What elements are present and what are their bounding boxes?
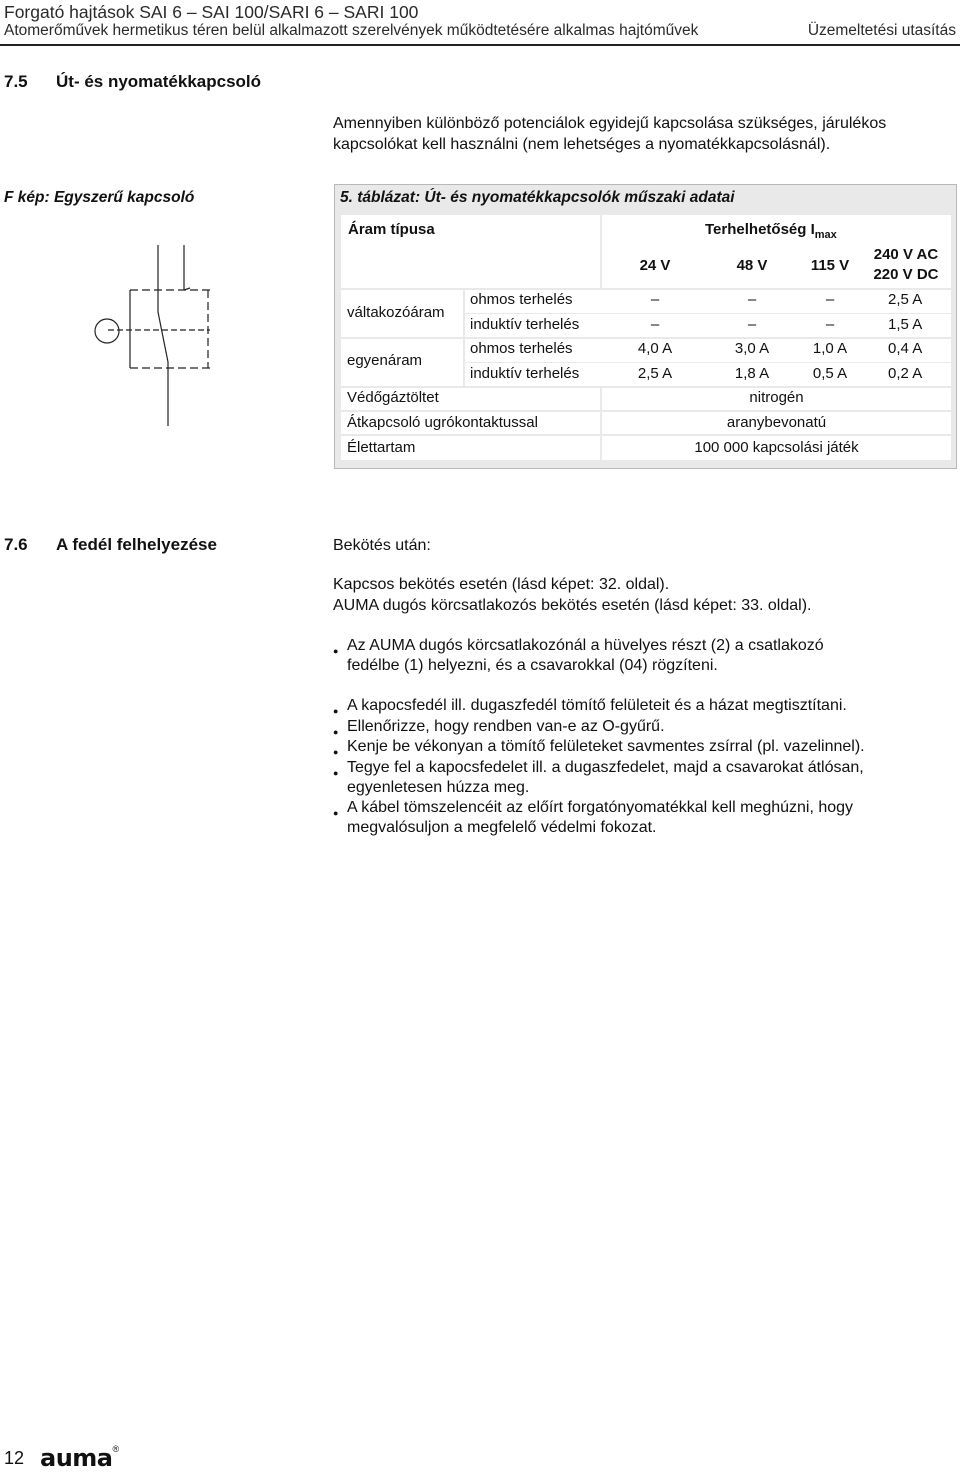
- dc-inductive-48v: 1,8 A: [734, 365, 770, 382]
- list-item-line-1: Tegye fel a kapocsfedelet ill. a dugaszfedelet, majd a csavarokat átlósan,: [347, 759, 864, 776]
- voltage-240v-ac: 240 V AC: [873, 246, 939, 263]
- ac-ohmic-240v: 2,5 A: [888, 291, 923, 308]
- ac-ohmic-115v: –: [825, 291, 835, 308]
- life-label: Élettartam: [347, 439, 416, 456]
- gas-value: nitrogén: [749, 389, 804, 406]
- ac-inductive-load: induktív terhelés: [470, 316, 580, 333]
- dc-ohmic-24v: 4,0 A: [637, 340, 673, 357]
- contact-label: Átkapcsoló ugrókontaktussal: [347, 414, 538, 431]
- section-7-6-line-1: Kapcsos bekötés esetén (lásd képet: 32. oldal).: [333, 576, 670, 593]
- header-divider: [0, 44, 960, 46]
- voltage-48v: 48 V: [736, 257, 768, 274]
- list-item: [333, 798, 943, 840]
- simple-switch-schematic-icon: [90, 240, 220, 430]
- contact-value: aranybevonatú: [726, 414, 827, 431]
- ac-label: váltakozóáram: [347, 304, 445, 321]
- ac-ohmic-24v: –: [650, 291, 660, 308]
- dc-inductive-115v: 0,5 A: [812, 365, 848, 382]
- bullet-icon: ●: [333, 646, 339, 656]
- auma-logo-icon: [40, 1446, 130, 1470]
- ac-inductive-48v: –: [747, 316, 757, 333]
- list-item-line-1: Ellenőrizze, hogy rendben van-e az O-gyűrű.: [347, 718, 665, 735]
- dc-ohmic-load: ohmos terhelés: [470, 340, 573, 357]
- list-item-line-2: megvalósuljon a megfelelő védelmi fokozat.: [347, 819, 657, 836]
- dc-ohmic-240v: 0,4 A: [888, 340, 923, 357]
- ac-inductive-24v: –: [650, 316, 660, 333]
- list-item-line-2: fedélbe (1) helyezni, és a csavarokkal (04) rögzíteni.: [347, 657, 718, 674]
- list-item-line-1: A kábel tömszelencéit az előírt forgatónyomatékkal kell meghúzni, hogy: [347, 799, 854, 816]
- figure-caption: F kép: Egyszerű kapcsoló: [4, 189, 195, 206]
- header-doc-type: Üzemeltetési utasítás: [807, 22, 956, 39]
- life-value: 100 000 kapcsolási játék: [694, 439, 859, 456]
- ac-inductive-240v: 1,5 A: [888, 316, 923, 333]
- bullet-icon: ●: [333, 768, 339, 778]
- header-subtitle: Atomerőművek hermetikus téren belül alkalmazott szerelvények működtetésére alkalmas hajtóművek: [4, 22, 699, 39]
- page-number: 12: [4, 1448, 25, 1468]
- section-7-5-number: 7.5: [4, 72, 28, 91]
- table-header-load: Terhelhetőség $I_{max}$: [705, 221, 837, 241]
- gas-label: Védőgáztöltet: [347, 389, 439, 406]
- section-7-6-title: A fedél felhelyezése: [56, 535, 217, 554]
- registered-mark: ®: [112, 1444, 120, 1454]
- dc-inductive-24v: 2,5 A: [637, 365, 673, 382]
- dc-ohmic-48v: 3,0 A: [734, 340, 770, 357]
- dc-inductive-load: induktív terhelés: [470, 365, 580, 382]
- list-item: [333, 696, 943, 716]
- section-7-6-line-2: AUMA dugós körcsatlakozós bekötés esetén (lásd képet: 33. oldal).: [333, 597, 812, 614]
- header-title: Forgató hajtások SAI 6 – SAI 100/SARI 6 – SARI 100: [4, 2, 419, 22]
- ac-inductive-115v: –: [825, 316, 835, 333]
- ac-ohmic-48v: –: [747, 291, 757, 308]
- dc-ohmic-115v: 1,0 A: [812, 340, 848, 357]
- table-caption: 5. táblázat: Út- és nyomatékkapcsolók műszaki adatai: [340, 189, 735, 206]
- list-item-line-1: Az AUMA dugós körcsatlakozónál a hüvelyes részt (2) a csatlakozó: [347, 637, 824, 654]
- list-item: [333, 737, 943, 757]
- bullet-icon: ●: [333, 706, 339, 716]
- list-item: [333, 717, 943, 737]
- list-item: [333, 636, 943, 678]
- bullet-icon: ●: [333, 727, 339, 737]
- list-item: [333, 758, 943, 800]
- bullet-icon: ●: [333, 747, 339, 757]
- voltage-220v-dc: 220 V DC: [873, 266, 939, 283]
- list-item-line-2: egyenletesen húzza meg.: [347, 779, 530, 796]
- section-7-5-paragraph-line-2: kapcsolókat kell használni (nem lehetséges a nyomatékkapcsolásnál).: [333, 136, 831, 153]
- section-7-5-paragraph-line-1: Amennyiben különböző potenciálok egyidejű kapcsolása szükséges, járulékos: [333, 115, 887, 132]
- section-7-6-intro: Bekötés után:: [333, 537, 431, 554]
- brand-wordmark: auma: [40, 1444, 113, 1472]
- section-7-5-title: Út- és nyomatékkapcsoló: [56, 72, 262, 91]
- table-header-current-type: Áram típusa: [348, 221, 435, 238]
- voltage-24v: 24 V: [639, 257, 671, 274]
- list-item-line-1: A kapocsfedél ill. dugaszfedél tömítő felületeit és a házat megtisztítani.: [347, 697, 847, 714]
- dc-label: egyenáram: [347, 352, 423, 369]
- section-7-6-number: 7.6: [4, 535, 28, 554]
- ac-ohmic-load: ohmos terhelés: [470, 291, 573, 308]
- voltage-115v: 115 V: [810, 257, 850, 274]
- dc-inductive-240v: 0,2 A: [888, 365, 923, 382]
- list-item-line-1: Kenje be vékonyan a tömítő felületeket savmentes zsírral (pl. vazelinnel).: [347, 738, 865, 755]
- bullet-icon: ●: [333, 808, 339, 818]
